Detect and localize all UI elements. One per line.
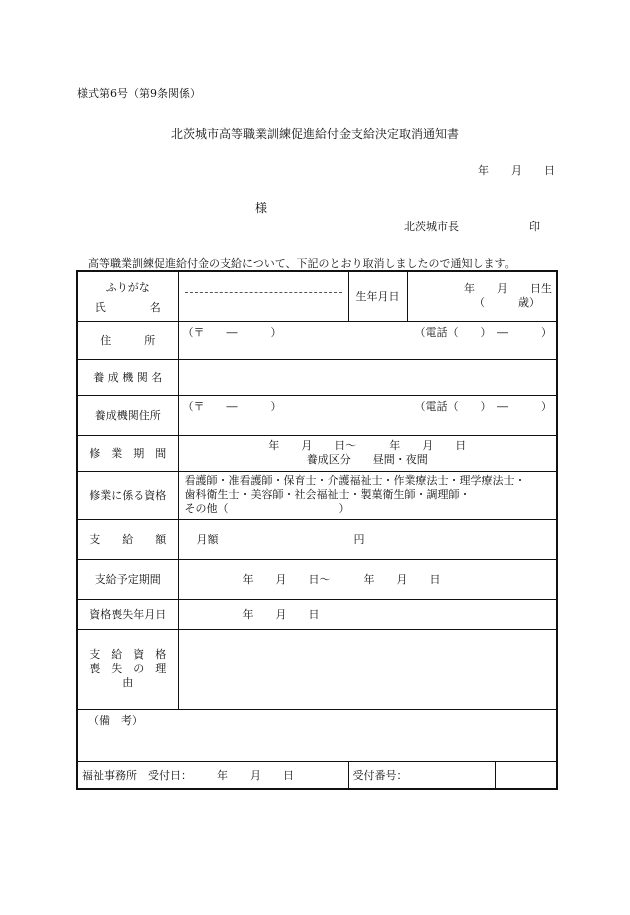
- loss-reason-label-line-1: 支 給 資 格: [89, 648, 167, 661]
- name-value-cell[interactable]: [178, 271, 348, 321]
- issuer-block: [404, 218, 540, 234]
- issuer-name: 北茨城市長: [404, 220, 459, 233]
- amount-unit: 円: [353, 533, 365, 546]
- scheduled-period-value[interactable]: 年 月 日～ 年 月 日: [178, 559, 557, 599]
- loss-date-row: [77, 599, 557, 629]
- name-label-cell: [77, 271, 178, 321]
- addressee-suffix: 様: [255, 201, 268, 215]
- issue-date: 年 月 日: [478, 164, 555, 177]
- qualification-value-cell[interactable]: [178, 471, 557, 519]
- office-row: [77, 761, 557, 789]
- remarks-row: [77, 709, 557, 761]
- address-row: [77, 321, 557, 359]
- name-row: [77, 271, 557, 321]
- furigana-label: ふりがな: [105, 281, 150, 295]
- qualification-line-2: 歯科衛生士・美容師・社会福祉士・製菓衛生師・調理師・: [184, 488, 471, 501]
- document-title: 北茨城市高等職業訓練促進給付金支給決定取消通知書: [170, 127, 459, 141]
- period-value: 年 月 日～ 年 月 日: [268, 439, 467, 452]
- institution-address-value-cell[interactable]: [178, 395, 557, 435]
- remarks-label: （備 考）: [88, 713, 143, 727]
- qualification-label: 修業に係る資格: [77, 471, 178, 519]
- institution-value-cell[interactable]: [178, 359, 557, 395]
- address-label: 住 所: [77, 321, 178, 359]
- age-value: （ 歳）: [474, 296, 540, 310]
- scheduled-period-label: 支給予定期間: [77, 559, 178, 599]
- scheduled-period-row: [77, 559, 557, 599]
- amount-value-cell[interactable]: [178, 519, 557, 559]
- furigana-field[interactable]: [185, 278, 342, 293]
- loss-reason-value-cell[interactable]: [178, 629, 557, 709]
- loss-reason-label: [77, 629, 178, 709]
- dob-value-cell[interactable]: [407, 271, 557, 321]
- training-class-value: 養成区分 昼間・夜間: [306, 453, 428, 466]
- qualification-line-3: その他（ ）: [184, 502, 350, 515]
- qualification-line-1: 看護師・准看護師・保育士・介護福祉士・作業療法士・理学療法士・: [184, 474, 526, 487]
- receipt-number-cell[interactable]: [348, 761, 557, 789]
- receipt-number-field[interactable]: [496, 762, 557, 788]
- office-date: 年 月 日: [217, 768, 294, 782]
- address-phone: （電話（ ） ― ）: [414, 325, 552, 339]
- institution-label: 養 成 機 関 名: [77, 359, 178, 395]
- office-label: 福祉事務所 受付日：: [82, 768, 192, 782]
- form-number: 様式第6号（第9条関係）: [77, 87, 201, 100]
- institution-address-row: [77, 395, 557, 435]
- name-label: 氏 名: [94, 301, 161, 315]
- period-label: 修 業 期 間: [77, 435, 178, 471]
- office-receipt-cell[interactable]: [77, 761, 348, 789]
- institution-phone: （電話（ ） ― ）: [414, 399, 552, 413]
- remarks-cell[interactable]: [77, 709, 557, 761]
- loss-reason-label-line-2: 喪 失 の 理 由: [89, 662, 178, 689]
- seal-mark: 印: [529, 220, 540, 233]
- loss-date-label: 資格喪失年月日: [77, 599, 178, 629]
- qualification-row: [77, 471, 557, 519]
- period-row: [77, 435, 557, 471]
- amount-label: 支 給 額: [77, 519, 178, 559]
- address-postal: （〒 ― ）: [182, 325, 282, 339]
- dob-label: 生年月日: [348, 271, 407, 321]
- institution-row: [77, 359, 557, 395]
- institution-address-label: 養成機関住所: [77, 395, 178, 435]
- receipt-number-label: 受付番号：: [349, 762, 496, 788]
- dob-value: 年 月 日生: [464, 282, 552, 296]
- address-value-cell[interactable]: [178, 321, 557, 359]
- loss-date-value[interactable]: 年 月 日: [178, 599, 557, 629]
- notice-form-table: [76, 270, 558, 790]
- institution-postal: （〒 ― ）: [182, 399, 282, 413]
- amount-row: [77, 519, 557, 559]
- name-field[interactable]: [185, 293, 342, 315]
- amount-prefix: 月額: [196, 533, 219, 546]
- loss-reason-row: [77, 629, 557, 709]
- period-value-cell[interactable]: [178, 435, 557, 471]
- intro-text: 高等職業訓練促進給付金の支給について、下記のとおり取消しましたので通知します。: [88, 257, 516, 270]
